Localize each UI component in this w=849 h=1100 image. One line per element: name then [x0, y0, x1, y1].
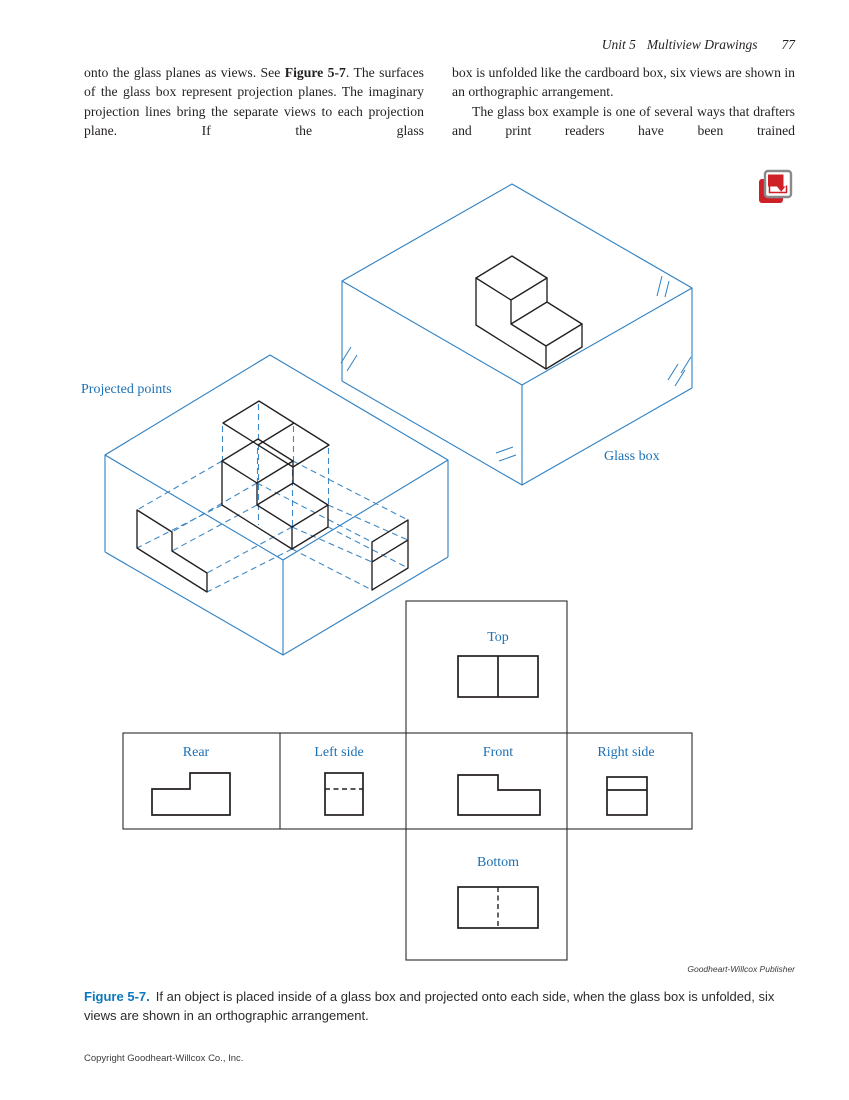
left-side-view-shape	[325, 773, 363, 815]
projected-front-view	[137, 510, 207, 592]
right-side-view-label: Right side	[597, 745, 655, 760]
unit-label: Unit 5	[601, 37, 636, 52]
bottom-view-shape	[458, 887, 538, 928]
figure-caption-label: Figure 5-7.	[84, 989, 150, 1004]
glass-box-upper	[341, 184, 692, 485]
top-view-shape	[458, 656, 538, 697]
chapter-title: Multiview Drawings	[646, 37, 758, 52]
rear-view-label: Rear	[182, 745, 210, 760]
paragraph: box is unfolded like the cardboard box, six views are shown in an orthographic arrangement.	[452, 65, 795, 100]
stepped-object-on-box	[476, 256, 582, 369]
front-view-shape	[458, 775, 540, 815]
figure-caption	[84, 988, 796, 1025]
top-view-label: Top	[487, 630, 509, 645]
projected-points-label: Projected points	[81, 382, 172, 397]
right-side-view-shape	[607, 777, 647, 815]
right-projection-rays	[257, 461, 408, 590]
projected-top-view	[223, 401, 329, 467]
front-view-label: Front	[482, 745, 514, 760]
body-text: . The surfaces of the glass box represent projection planes. The imaginary projection lines bring the separate views to each projection plane. If the glass	[84, 65, 424, 139]
figure-attribution: Goodheart-Willcox Publisher	[687, 964, 795, 974]
copyright-line: Copyright Goodheart-Willcox Co., Inc.	[84, 1053, 244, 1064]
paragraph: The glass box example is one of several ways that drafters and print readers have been trained	[452, 103, 795, 139]
left-side-view-label: Left side	[314, 745, 364, 760]
projected-side-view	[372, 520, 408, 590]
body-text: onto the glass planes as views. See	[84, 65, 285, 80]
figure-reference: Figure 5-7	[284, 65, 346, 80]
figure-caption-text: If an object is placed inside of a glass box and projected onto each side, when the glass box is unfolded, six views are shown in an orthographic arrangement.	[84, 989, 775, 1023]
unfolded-views-grid	[123, 601, 692, 960]
view-column-frame	[406, 601, 567, 960]
glass-reflection-marks	[341, 276, 691, 461]
left-projection-rays	[137, 461, 292, 592]
page-number: 77	[781, 37, 795, 52]
bottom-view-label: Bottom	[476, 855, 520, 870]
glass-box-lower	[105, 355, 448, 655]
vertical-projection-rays	[223, 404, 329, 527]
rear-view-shape	[152, 773, 230, 815]
glass-box-label: Glass box	[604, 449, 660, 464]
